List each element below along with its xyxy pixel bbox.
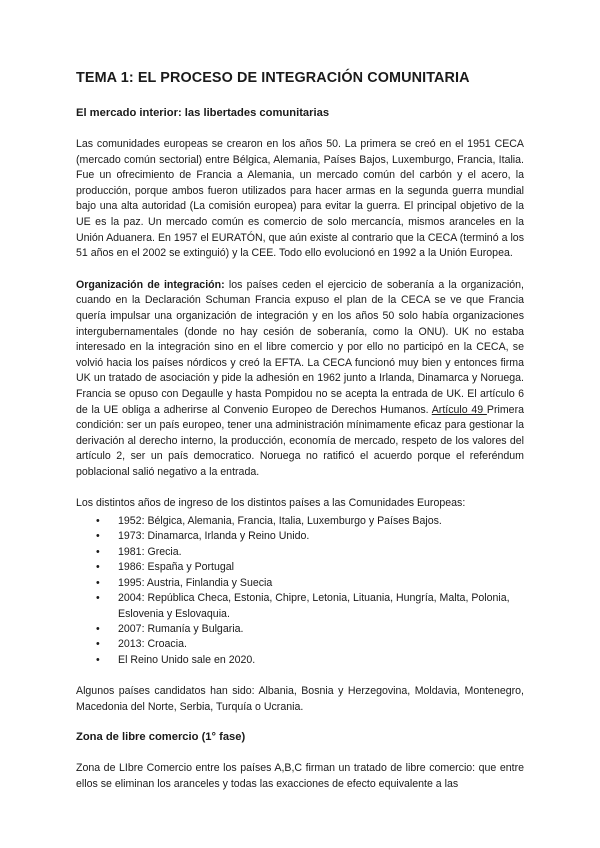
page-title: TEMA 1: EL PROCESO DE INTEGRACIÓN COMUNITARIA: [76, 70, 470, 86]
paragraph-integration-text-2: Primera condición: ser un país europeo, tener una administración mínimamente eficaz para gestionar la derivación al derecho interno, la producción, economía de mercado, respeto de los valores del artículo 2, ser un país democratico. Noruega no ratificó el acuerdo porque el referéndum poblacional salió negativo a la entrada.: [76, 403, 524, 478]
list-item: • 1952: Bélgica, Alemania, Francia, Italia, Luxemburgo y Países Bajos.: [108, 514, 524, 529]
section-heading-zona-libre-comercio: Zona de libre comercio (1° fase): [76, 731, 246, 744]
section-heading-mercado-interior: El mercado interior: las libertades comunitarias: [76, 107, 330, 119]
paragraph-free-trade: Zona de LIbre Comercio entre los países A,B,C firman un tratado de libre comercio: que entre ellos se eliminan los aranceles y todas las exacciones de efecto equivalente a las: [76, 762, 524, 790]
list-item: • 1973: Dinamarca, Irlanda y Reino Unido.: [108, 529, 524, 544]
accession-list: [76, 514, 524, 668]
list-item: • 2004: República Checa, Estonia, Chipre, Letonia, Lituania, Hungría, Malta, Polonia, Eslovenia y Eslovaquia.: [108, 591, 524, 622]
list-item: • 2013: Croacia.: [108, 637, 524, 652]
list-item: • 2007: Rumanía y Bulgaria.: [108, 622, 524, 637]
paragraph-origins: Las comunidades europeas se crearon en los años 50. La primera se creó en el 1951 CECA (mercado común sectorial) entre Bélgica, Alemania, Países Bajos, Luxemburgo, Francia, Italia. Fue un ofrecimiento de Francia a Alemania, un mercado común del carbón y el acero, la producción, porque ambos fueron utilizados para hacer armas en la segunda guerra mundial bajo una alta autoridad (La comisión europea) para evitar la guerra. El principal objetivo de la UE es la paz. Un mercado común es comercio de solo mercancía, mismos aranceles en la Unión Aduanera. En 1957 el EURATÓN, que aún existe al contrario que la CECA (terminó a los 51 años en el 2002 se extinguió) y la CEE. Todo ello evolucionó en 1992 a la Unión Europea.: [76, 138, 524, 260]
list-item: • 1986: España y Portugal: [108, 560, 524, 575]
list-item: • 1981: Grecia.: [108, 545, 524, 560]
list-item: • El Reino Unido sale en 2020.: [108, 653, 524, 668]
paragraph-integration-text-1: los países ceden el ejercicio de soberanía a la organización, cuando en la Declaración Schuman Francia expuso el plan de la CECA se ve que Francia quería impulsar una organización de integración y en los años 50 solo había organizaciones intergubernamentales (donde no hay cesión de soberanía, como la ONU). UK no estaba interesado en la integración sino en el libre comercio y por ello no participó en la CECA, se volvió hacia los países nórdicos y creó la EFTA. La CECA funcionó muy bien y entonces firma UK un tratado de asociación y pide la adhesión en 1962 junto a Irlanda, Dinamarca y Noruega. Francia se opuso con Degaulle y hasta Pompidou no se acepta la entrada de UK. El artículo 6 de la UE obliga a adherirse al Convenio Europeo de Derechos Humanos.: [76, 278, 524, 416]
accession-list-intro: Los distintos años de ingreso de los distintos países a las Comunidades Europeas:: [76, 497, 466, 510]
paragraph-lead: Organización de integración:: [76, 278, 225, 291]
paragraph-candidates: Algunos países candidatos han sido: Albania, Bosnia y Herzegovina, Moldavia, Montenegro, Macedonia del Norte, Serbia, Turquía o Ucrania.: [76, 685, 524, 713]
paragraph-integration: [76, 278, 524, 481]
list-item: • 1995: Austria, Finlandia y Suecia: [108, 576, 524, 591]
article-49-reference: Artículo 49: [431, 403, 487, 416]
